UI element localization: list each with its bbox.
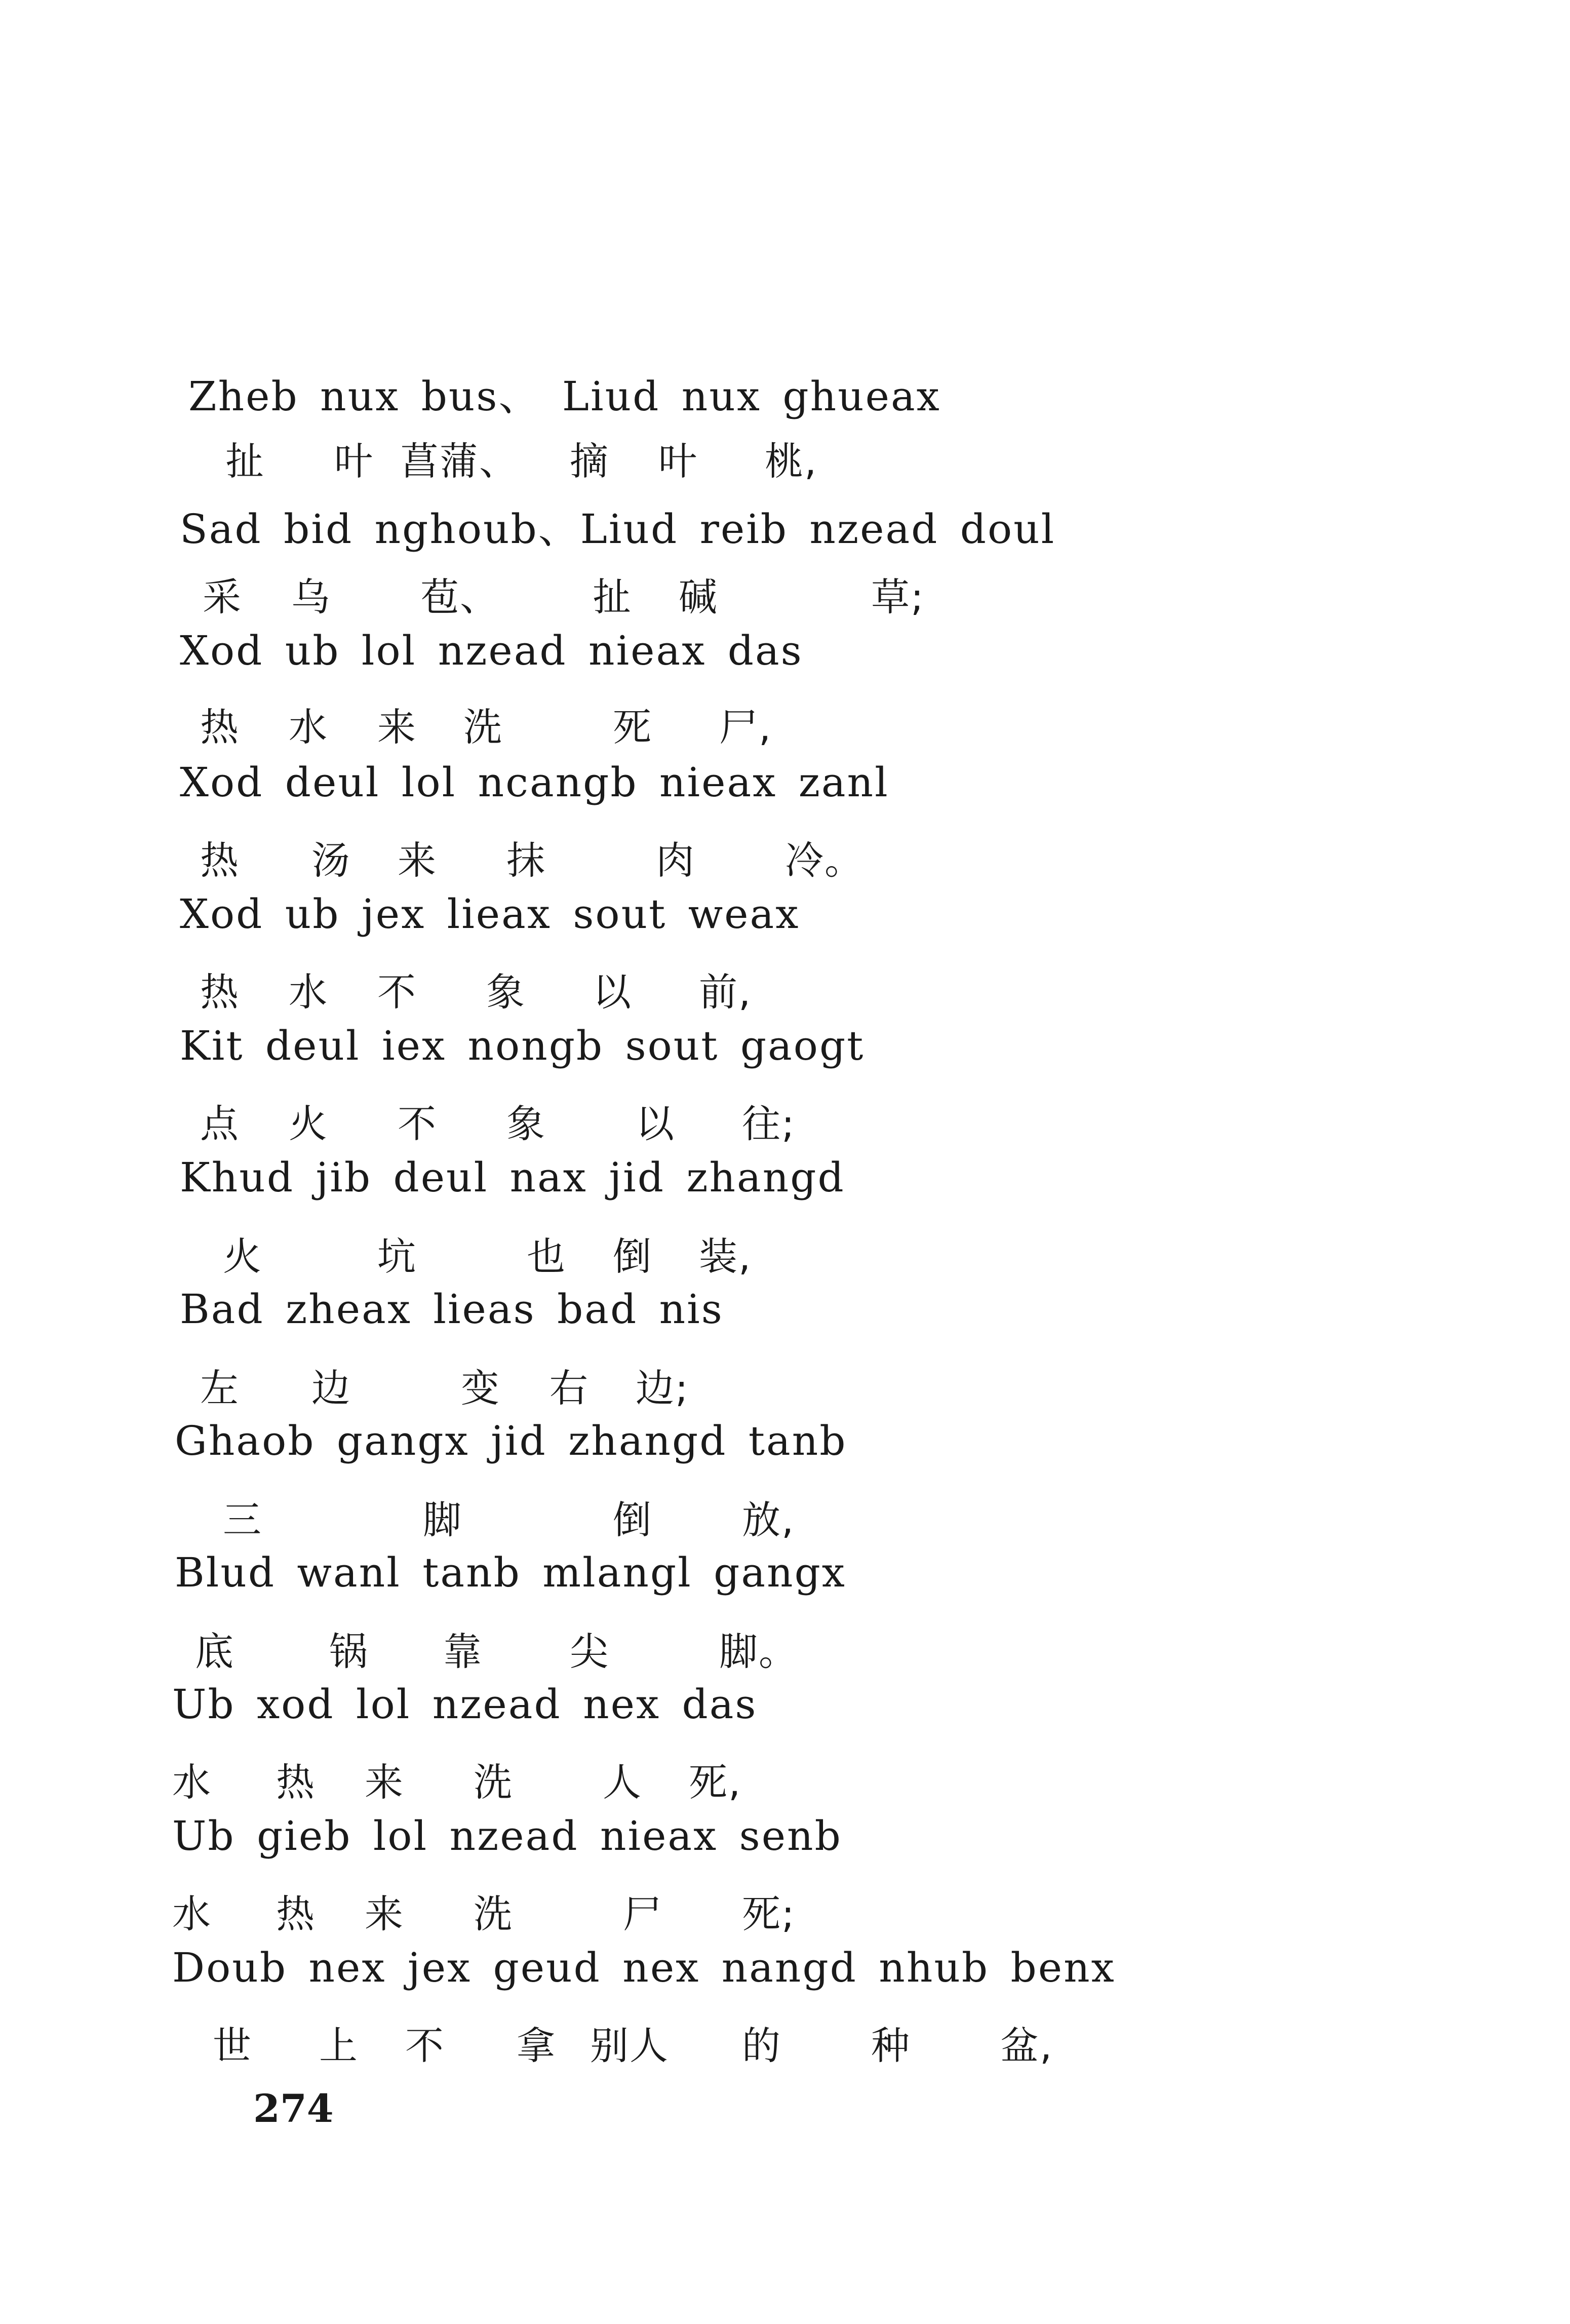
romanized-line: Ghaob gangx jid zhangd tanb: [175, 1417, 847, 1464]
gloss-char: 坑: [377, 1234, 417, 1279]
gloss-char: 上: [319, 2023, 359, 2068]
gloss-char: 脚: [423, 1497, 462, 1542]
gloss-line: [0, 1489, 1570, 1540]
gloss-char: 世: [213, 2023, 252, 2068]
gloss-char: 死: [613, 705, 652, 750]
gloss-char: 象: [486, 970, 526, 1015]
gloss-char: 叶: [334, 439, 374, 484]
romanized-line: Ub xod lol nzead nex das: [172, 1681, 758, 1728]
gloss-char: 热: [276, 1891, 316, 1936]
gloss-char: 以: [636, 1101, 675, 1146]
gloss-char: 冷。: [785, 838, 864, 883]
gloss-char: 桃,: [765, 439, 818, 484]
gloss-char: 前,: [699, 970, 752, 1015]
gloss-char: 来: [365, 1891, 404, 1936]
gloss-char: 倒: [613, 1497, 652, 1542]
gloss-char: 死,: [689, 1760, 742, 1805]
gloss-char: 盆,: [1000, 2023, 1053, 2068]
romanized-line: Doub nex jex geud nex nangd nhub benx: [172, 1944, 1116, 1991]
gloss-char: 尸,: [719, 705, 772, 750]
gloss-line: [0, 431, 1570, 484]
gloss-char: 放,: [742, 1497, 795, 1542]
gloss-char: 以: [593, 970, 632, 1015]
romanized-line: Zheb nux bus、 Liud nux ghueax: [188, 373, 941, 420]
gloss-char: 菖蒲、: [400, 439, 519, 484]
gloss-char: 碱: [679, 574, 718, 619]
gloss-char: 拿: [517, 2023, 556, 2068]
gloss-char: 别人: [590, 2023, 669, 2068]
romanized-line: Xod ub jex lieax sout weax: [180, 890, 800, 938]
gloss-char: 热: [200, 970, 240, 1015]
gloss-char: 底: [195, 1629, 234, 1674]
gloss-char: 肉: [656, 838, 695, 883]
gloss-char: 靠: [443, 1629, 483, 1674]
page-number: 274: [253, 2086, 334, 2131]
gloss-char: 叶: [658, 439, 698, 484]
gloss-char: 热: [200, 838, 240, 883]
gloss-char: 三: [223, 1497, 262, 1542]
gloss-char: 来: [377, 705, 417, 750]
gloss-char: 变: [461, 1366, 500, 1411]
gloss-char: 倒: [613, 1234, 652, 1279]
gloss-char: 不: [377, 970, 417, 1015]
gloss-line: [0, 1226, 1570, 1279]
gloss-char: 死;: [742, 1891, 796, 1936]
gloss-char: 点: [200, 1101, 240, 1146]
gloss-char: 往;: [742, 1101, 796, 1146]
gloss-char: 尖: [570, 1629, 609, 1674]
gloss-line: [0, 1093, 1570, 1144]
gloss-char: 来: [365, 1760, 404, 1805]
romanized-line: Sad bid nghoub、Liud reib nzead doul: [180, 506, 1056, 553]
romanized-line: Xod deul lol ncangb nieax zanl: [180, 759, 889, 806]
gloss-char: 象: [506, 1101, 546, 1146]
gloss-char: 左: [200, 1366, 240, 1411]
romanized-line: Blud wanl tanb mlangl gangx: [175, 1549, 846, 1596]
gloss-char: 水: [289, 705, 328, 750]
romanized-line: Bad zheax lieas bad nis: [180, 1286, 724, 1333]
gloss-char: 种: [871, 2023, 911, 2068]
gloss-char: 水: [172, 1760, 212, 1805]
gloss-char: 乌: [291, 574, 331, 619]
gloss-char: 右: [550, 1366, 589, 1411]
gloss-line: [0, 1752, 1570, 1805]
gloss-char: 采: [203, 574, 242, 619]
gloss-char: 洗: [463, 705, 503, 750]
gloss-char: 热: [276, 1760, 316, 1805]
gloss-char: 水: [289, 970, 328, 1015]
gloss-line: [0, 566, 1570, 617]
gloss-char: 也: [527, 1234, 566, 1279]
gloss-line: [0, 696, 1570, 750]
gloss-line: [0, 830, 1570, 883]
gloss-char: 边;: [636, 1366, 689, 1411]
gloss-char: 苞、: [420, 574, 499, 619]
gloss-char: 扯: [593, 574, 632, 619]
romanized-line: Kit deul iex nongb sout gaogt: [180, 1022, 865, 1069]
gloss-char: 来: [398, 838, 437, 883]
gloss-char: 洗: [474, 1760, 513, 1805]
gloss-char: 扯: [225, 439, 265, 484]
gloss-char: 水: [172, 1891, 212, 1936]
gloss-char: 锅: [329, 1629, 369, 1674]
gloss-char: 摘: [570, 439, 609, 484]
gloss-char: 火: [223, 1234, 262, 1279]
gloss-char: 不: [398, 1101, 437, 1146]
gloss-char: 人: [603, 1760, 642, 1805]
gloss-char: 草;: [871, 574, 925, 619]
gloss-char: 火: [289, 1101, 328, 1146]
gloss-char: 装,: [699, 1234, 752, 1279]
gloss-char: 尸: [623, 1891, 662, 1936]
gloss-char: 的: [742, 2023, 781, 2068]
romanized-line: Ub gieb lol nzead nieax senb: [172, 1812, 842, 1860]
gloss-line: [0, 1883, 1570, 1934]
gloss-line: [0, 1358, 1570, 1411]
gloss-char: 脚。: [719, 1629, 798, 1674]
gloss-line: [0, 1621, 1570, 1672]
romanized-line: Khud jib deul nax jid zhangd: [180, 1154, 845, 1201]
gloss-line: [0, 2015, 1570, 2066]
gloss-char: 洗: [474, 1891, 513, 1936]
gloss-char: 不: [405, 2023, 445, 2068]
gloss-char: 抹: [506, 838, 546, 883]
gloss-line: [0, 961, 1570, 1015]
romanized-line: Xod ub lol nzead nieax das: [180, 627, 803, 674]
gloss-char: 边: [311, 1366, 351, 1411]
gloss-char: 热: [200, 705, 240, 750]
gloss-char: 汤: [311, 838, 351, 883]
